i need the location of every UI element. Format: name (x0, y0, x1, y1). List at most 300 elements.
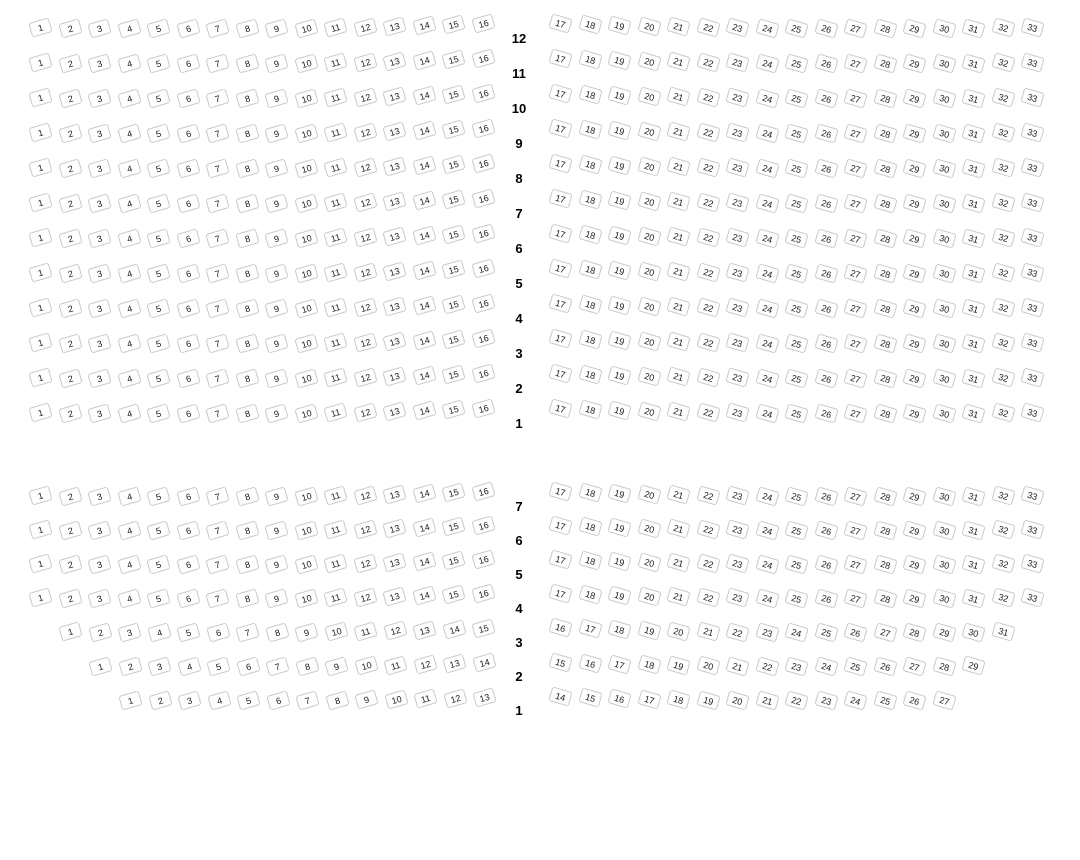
seat[interactable]: 6 (176, 404, 200, 424)
seat[interactable]: 28 (873, 299, 897, 319)
seat[interactable]: 12 (353, 332, 377, 352)
seat[interactable]: 30 (932, 263, 956, 283)
seat[interactable]: 5 (146, 264, 170, 284)
seat[interactable]: 20 (725, 690, 749, 710)
seat[interactable]: 24 (755, 88, 779, 108)
seat[interactable]: 27 (843, 159, 867, 179)
seat[interactable]: 11 (323, 17, 347, 37)
seat[interactable]: 7 (205, 487, 229, 507)
seat[interactable]: 22 (696, 297, 720, 317)
seat[interactable]: 18 (578, 399, 602, 419)
seat[interactable]: 5 (146, 404, 170, 424)
seat[interactable]: 9 (354, 690, 378, 710)
seat[interactable]: 5 (146, 589, 170, 609)
seat[interactable]: 11 (383, 655, 407, 675)
seat[interactable]: 29 (902, 54, 926, 74)
seat[interactable]: 4 (117, 520, 141, 540)
seat[interactable]: 18 (578, 550, 602, 570)
seat[interactable]: 29 (902, 124, 926, 144)
seat[interactable]: 28 (932, 656, 956, 676)
seat[interactable]: 11 (323, 157, 347, 177)
seat[interactable]: 14 (412, 585, 436, 605)
seat[interactable]: 1 (28, 52, 52, 72)
seat[interactable]: 4 (117, 588, 141, 608)
seat[interactable]: 17 (548, 223, 572, 243)
seat[interactable]: 31 (961, 486, 985, 506)
seat[interactable]: 14 (412, 85, 436, 105)
seat[interactable]: 1 (28, 367, 52, 387)
seat[interactable]: 31 (961, 403, 985, 423)
seat[interactable]: 1 (58, 622, 82, 642)
seat[interactable]: 10 (294, 228, 318, 248)
seat[interactable]: 33 (1020, 553, 1044, 573)
seat[interactable]: 20 (637, 331, 661, 351)
seat[interactable]: 33 (1020, 519, 1044, 539)
seat[interactable]: 12 (353, 587, 377, 607)
seat[interactable]: 17 (637, 689, 661, 709)
seat[interactable]: 10 (294, 333, 318, 353)
seat[interactable]: 31 (961, 368, 985, 388)
seat[interactable]: 33 (1020, 332, 1044, 352)
seat[interactable]: 5 (146, 487, 170, 507)
seat[interactable]: 24 (755, 158, 779, 178)
seat[interactable]: 14 (548, 687, 572, 707)
seat[interactable]: 29 (902, 19, 926, 39)
seat[interactable]: 28 (873, 54, 897, 74)
seat[interactable]: 16 (471, 119, 495, 139)
seat[interactable]: 33 (1020, 402, 1044, 422)
seat[interactable]: 17 (548, 153, 572, 173)
seat[interactable]: 2 (58, 486, 82, 506)
seat[interactable]: 3 (87, 403, 111, 423)
seat[interactable]: 12 (443, 688, 467, 708)
seat[interactable]: 21 (666, 157, 690, 177)
seat[interactable]: 24 (755, 486, 779, 506)
seat[interactable]: 12 (353, 227, 377, 247)
seat[interactable]: 17 (548, 363, 572, 383)
seat[interactable]: 5 (146, 54, 170, 74)
seat[interactable]: 28 (873, 589, 897, 609)
seat[interactable]: 24 (755, 368, 779, 388)
seat[interactable]: 1 (28, 157, 52, 177)
seat[interactable]: 26 (814, 194, 838, 214)
seat[interactable]: 14 (472, 653, 496, 673)
seat[interactable]: 16 (471, 516, 495, 536)
seat[interactable]: 26 (814, 264, 838, 284)
seat[interactable]: 30 (932, 228, 956, 248)
seat[interactable]: 33 (1020, 367, 1044, 387)
seat[interactable]: 2 (58, 228, 82, 248)
seat[interactable]: 1 (28, 17, 52, 37)
seat[interactable]: 10 (294, 53, 318, 73)
seat[interactable]: 18 (578, 482, 602, 502)
seat[interactable]: 16 (471, 189, 495, 209)
seat[interactable]: 12 (353, 52, 377, 72)
seat[interactable]: 33 (1020, 485, 1044, 505)
seat[interactable]: 24 (843, 691, 867, 711)
seat[interactable]: 15 (441, 517, 465, 537)
seat[interactable]: 24 (755, 193, 779, 213)
seat[interactable]: 22 (696, 485, 720, 505)
seat[interactable]: 27 (902, 656, 926, 676)
seat[interactable]: 16 (471, 399, 495, 419)
seat[interactable]: 17 (548, 398, 572, 418)
seat[interactable]: 26 (873, 657, 897, 677)
seat[interactable]: 4 (207, 691, 231, 711)
seat[interactable]: 16 (471, 364, 495, 384)
seat[interactable]: 33 (1020, 192, 1044, 212)
seat[interactable]: 25 (784, 368, 808, 388)
seat[interactable]: 17 (548, 83, 572, 103)
seat[interactable]: 9 (264, 520, 288, 540)
seat[interactable]: 7 (205, 299, 229, 319)
seat[interactable]: 20 (666, 621, 690, 641)
seat[interactable]: 13 (382, 296, 406, 316)
seat[interactable]: 10 (294, 18, 318, 38)
seat[interactable]: 21 (666, 17, 690, 37)
seat[interactable]: 2 (88, 622, 112, 642)
seat[interactable]: 1 (28, 587, 52, 607)
seat[interactable]: 28 (873, 194, 897, 214)
seat[interactable]: 22 (696, 402, 720, 422)
seat[interactable]: 10 (294, 123, 318, 143)
seat[interactable]: 28 (873, 404, 897, 424)
seat[interactable]: 4 (117, 18, 141, 38)
seat[interactable]: 1 (28, 227, 52, 247)
seat[interactable]: 2 (58, 53, 82, 73)
seat[interactable]: 10 (294, 298, 318, 318)
seat[interactable]: 4 (117, 263, 141, 283)
seat[interactable]: 8 (235, 193, 259, 213)
seat[interactable]: 19 (607, 400, 631, 420)
seat[interactable]: 22 (696, 122, 720, 142)
seat[interactable]: 8 (235, 158, 259, 178)
seat[interactable]: 6 (176, 194, 200, 214)
seat[interactable]: 23 (725, 486, 749, 506)
seat[interactable]: 25 (784, 228, 808, 248)
seat[interactable]: 29 (902, 404, 926, 424)
seat[interactable]: 5 (146, 19, 170, 39)
seat[interactable]: 19 (607, 517, 631, 537)
seat[interactable]: 28 (873, 369, 897, 389)
seat[interactable]: 28 (873, 521, 897, 541)
seat[interactable]: 14 (412, 400, 436, 420)
seat[interactable]: 23 (725, 158, 749, 178)
seat[interactable]: 15 (441, 551, 465, 571)
seat[interactable]: 3 (177, 691, 201, 711)
seat[interactable]: 23 (755, 622, 779, 642)
seat[interactable]: 26 (814, 555, 838, 575)
seat[interactable]: 24 (814, 657, 838, 677)
seat[interactable]: 16 (607, 688, 631, 708)
seat[interactable]: 30 (932, 403, 956, 423)
seat[interactable]: 10 (294, 554, 318, 574)
seat[interactable]: 11 (323, 122, 347, 142)
seat[interactable]: 4 (117, 228, 141, 248)
seat[interactable]: 24 (755, 228, 779, 248)
seat[interactable]: 33 (1020, 157, 1044, 177)
seat[interactable]: 7 (205, 555, 229, 575)
seat[interactable]: 29 (902, 89, 926, 109)
seat[interactable]: 32 (991, 53, 1015, 73)
seat[interactable]: 2 (58, 298, 82, 318)
seat[interactable]: 16 (471, 49, 495, 69)
seat[interactable]: 23 (725, 53, 749, 73)
seat[interactable]: 14 (412, 120, 436, 140)
seat[interactable]: 8 (235, 263, 259, 283)
seat[interactable]: 18 (578, 259, 602, 279)
seat[interactable]: 31 (961, 123, 985, 143)
seat[interactable]: 2 (58, 403, 82, 423)
seat[interactable]: 16 (471, 14, 495, 34)
seat[interactable]: 24 (755, 403, 779, 423)
seat[interactable]: 25 (784, 486, 808, 506)
seat[interactable]: 5 (146, 555, 170, 575)
seat[interactable]: 1 (88, 656, 112, 676)
seat[interactable]: 19 (607, 260, 631, 280)
seat[interactable]: 32 (991, 486, 1015, 506)
seat[interactable]: 16 (471, 482, 495, 502)
seat[interactable]: 4 (177, 657, 201, 677)
seat[interactable]: 28 (873, 89, 897, 109)
seat[interactable]: 3 (87, 193, 111, 213)
seat[interactable]: 28 (873, 19, 897, 39)
seat[interactable]: 7 (205, 54, 229, 74)
seat[interactable]: 4 (117, 158, 141, 178)
seat[interactable]: 8 (235, 123, 259, 143)
seat[interactable]: 9 (264, 88, 288, 108)
seat[interactable]: 3 (147, 656, 171, 676)
seat[interactable]: 21 (666, 192, 690, 212)
seat[interactable]: 29 (902, 264, 926, 284)
seat[interactable]: 11 (323, 262, 347, 282)
seat[interactable]: 12 (353, 553, 377, 573)
seat[interactable]: 5 (146, 194, 170, 214)
seat[interactable]: 4 (117, 554, 141, 574)
seat[interactable]: 24 (755, 123, 779, 143)
seat[interactable]: 30 (932, 53, 956, 73)
seat[interactable]: 12 (353, 519, 377, 539)
seat[interactable]: 17 (548, 188, 572, 208)
seat[interactable]: 11 (353, 621, 377, 641)
seat[interactable]: 18 (578, 119, 602, 139)
seat[interactable]: 9 (264, 333, 288, 353)
seat[interactable]: 30 (932, 88, 956, 108)
seat[interactable]: 25 (784, 88, 808, 108)
seat[interactable]: 23 (725, 554, 749, 574)
seat[interactable]: 5 (146, 521, 170, 541)
seat[interactable]: 10 (294, 88, 318, 108)
seat[interactable]: 3 (117, 622, 141, 642)
seat[interactable]: 15 (441, 120, 465, 140)
seat[interactable]: 1 (28, 122, 52, 142)
seat[interactable]: 11 (323, 332, 347, 352)
seat[interactable]: 2 (58, 193, 82, 213)
seat[interactable]: 32 (991, 333, 1015, 353)
seat[interactable]: 31 (991, 621, 1015, 641)
seat[interactable]: 23 (725, 193, 749, 213)
seat[interactable]: 31 (961, 554, 985, 574)
seat[interactable]: 24 (755, 554, 779, 574)
seat[interactable]: 21 (666, 122, 690, 142)
seat[interactable]: 7 (205, 589, 229, 609)
seat[interactable]: 27 (843, 229, 867, 249)
seat[interactable]: 24 (755, 588, 779, 608)
seat[interactable]: 30 (961, 622, 985, 642)
seat[interactable]: 30 (932, 193, 956, 213)
seat[interactable]: 25 (784, 298, 808, 318)
seat[interactable]: 16 (471, 294, 495, 314)
seat[interactable]: 18 (607, 619, 631, 639)
seat[interactable]: 16 (548, 618, 572, 638)
seat[interactable]: 12 (383, 621, 407, 641)
seat[interactable]: 16 (471, 224, 495, 244)
seat[interactable]: 3 (87, 333, 111, 353)
seat[interactable]: 14 (412, 15, 436, 35)
seat[interactable]: 33 (1020, 52, 1044, 72)
seat[interactable]: 30 (932, 520, 956, 540)
seat[interactable]: 33 (1020, 297, 1044, 317)
seat[interactable]: 13 (382, 226, 406, 246)
seat[interactable]: 25 (784, 158, 808, 178)
seat[interactable]: 9 (264, 368, 288, 388)
seat[interactable]: 6 (176, 124, 200, 144)
seat[interactable]: 21 (666, 367, 690, 387)
seat[interactable]: 8 (325, 690, 349, 710)
seat[interactable]: 7 (295, 690, 319, 710)
seat[interactable]: 7 (205, 334, 229, 354)
seat[interactable]: 29 (902, 487, 926, 507)
seat[interactable]: 14 (412, 330, 436, 350)
seat[interactable]: 22 (696, 17, 720, 37)
seat[interactable]: 11 (323, 367, 347, 387)
seat[interactable]: 29 (932, 622, 956, 642)
seat[interactable]: 15 (441, 585, 465, 605)
seat[interactable]: 18 (578, 364, 602, 384)
seat[interactable]: 24 (784, 622, 808, 642)
seat[interactable]: 14 (442, 619, 466, 639)
seat[interactable]: 17 (607, 654, 631, 674)
seat[interactable]: 26 (814, 589, 838, 609)
seat[interactable]: 2 (58, 554, 82, 574)
seat[interactable]: 22 (755, 656, 779, 676)
seat[interactable]: 3 (87, 18, 111, 38)
seat[interactable]: 2 (58, 158, 82, 178)
seat[interactable]: 25 (873, 690, 897, 710)
seat[interactable]: 12 (353, 122, 377, 142)
seat[interactable]: 1 (28, 192, 52, 212)
seat[interactable]: 25 (784, 53, 808, 73)
seat[interactable]: 12 (413, 654, 437, 674)
seat[interactable]: 11 (323, 485, 347, 505)
seat[interactable]: 10 (324, 622, 348, 642)
seat[interactable]: 22 (696, 519, 720, 539)
seat[interactable]: 11 (323, 87, 347, 107)
seat[interactable]: 18 (578, 329, 602, 349)
seat[interactable]: 30 (932, 554, 956, 574)
seat[interactable]: 23 (725, 263, 749, 283)
seat[interactable]: 10 (294, 588, 318, 608)
seat[interactable]: 25 (784, 18, 808, 38)
seat[interactable]: 19 (637, 620, 661, 640)
seat[interactable]: 18 (578, 154, 602, 174)
seat[interactable]: 26 (843, 623, 867, 643)
seat[interactable]: 16 (471, 154, 495, 174)
seat[interactable]: 32 (991, 368, 1015, 388)
seat[interactable]: 21 (666, 52, 690, 72)
seat[interactable]: 13 (472, 687, 496, 707)
seat[interactable]: 27 (843, 334, 867, 354)
seat[interactable]: 17 (548, 328, 572, 348)
seat[interactable]: 4 (117, 193, 141, 213)
seat[interactable]: 11 (323, 519, 347, 539)
seat[interactable]: 27 (843, 369, 867, 389)
seat[interactable]: 28 (873, 334, 897, 354)
seat[interactable]: 15 (441, 15, 465, 35)
seat[interactable]: 28 (902, 622, 926, 642)
seat[interactable]: 10 (294, 158, 318, 178)
seat[interactable]: 7 (205, 19, 229, 39)
seat[interactable]: 21 (666, 519, 690, 539)
seat[interactable]: 11 (323, 587, 347, 607)
seat[interactable]: 20 (637, 156, 661, 176)
seat[interactable]: 7 (205, 369, 229, 389)
seat[interactable]: 33 (1020, 587, 1044, 607)
seat[interactable]: 2 (58, 520, 82, 540)
seat[interactable]: 26 (814, 19, 838, 39)
seat[interactable]: 19 (666, 655, 690, 675)
seat[interactable]: 26 (902, 690, 926, 710)
seat[interactable]: 13 (382, 331, 406, 351)
seat[interactable]: 13 (442, 653, 466, 673)
seat[interactable]: 15 (441, 85, 465, 105)
seat[interactable]: 9 (264, 193, 288, 213)
seat[interactable]: 6 (176, 89, 200, 109)
seat[interactable]: 4 (117, 123, 141, 143)
seat[interactable]: 22 (696, 587, 720, 607)
seat[interactable]: 21 (666, 402, 690, 422)
seat[interactable]: 4 (147, 623, 171, 643)
seat[interactable]: 2 (58, 88, 82, 108)
seat[interactable]: 18 (578, 294, 602, 314)
seat[interactable]: 22 (696, 87, 720, 107)
seat[interactable]: 1 (28, 297, 52, 317)
seat[interactable]: 15 (441, 295, 465, 315)
seat[interactable]: 24 (755, 53, 779, 73)
seat[interactable]: 11 (323, 192, 347, 212)
seat[interactable]: 5 (236, 691, 260, 711)
seat[interactable]: 3 (87, 486, 111, 506)
seat[interactable]: 19 (607, 551, 631, 571)
seat[interactable]: 23 (814, 691, 838, 711)
seat[interactable]: 6 (176, 19, 200, 39)
seat[interactable]: 23 (784, 657, 808, 677)
seat[interactable]: 27 (843, 555, 867, 575)
seat[interactable]: 6 (176, 229, 200, 249)
seat[interactable]: 30 (932, 333, 956, 353)
seat[interactable]: 18 (578, 49, 602, 69)
seat[interactable]: 6 (176, 369, 200, 389)
seat[interactable]: 1 (28, 485, 52, 505)
seat[interactable]: 25 (814, 623, 838, 643)
seat[interactable]: 28 (873, 124, 897, 144)
seat[interactable]: 27 (843, 487, 867, 507)
seat[interactable]: 26 (814, 487, 838, 507)
seat[interactable]: 21 (666, 553, 690, 573)
seat[interactable]: 26 (814, 229, 838, 249)
seat[interactable]: 33 (1020, 227, 1044, 247)
seat[interactable]: 8 (235, 298, 259, 318)
